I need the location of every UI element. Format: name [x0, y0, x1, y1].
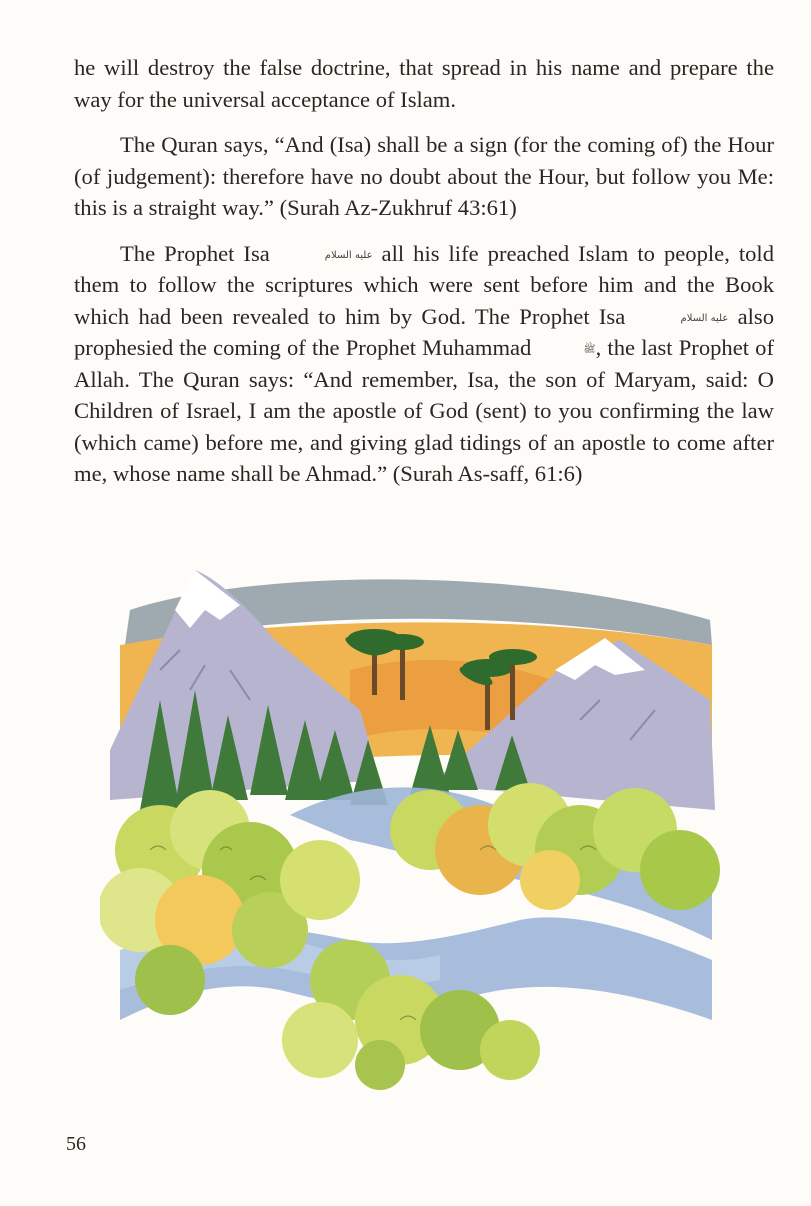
paragraph-2: The Quran says, “And (Isa) shall be a sign (for the coming of) the Hour (of judgement): therefore have no doubt about the Hour, but follow you Me: this is a straight way.” (Surah Az-Zukhruf 43:61)	[74, 132, 774, 220]
honorific-isa-icon: عليه السلام	[680, 312, 729, 324]
page-number: 56	[66, 1133, 86, 1155]
landscape-illustration	[100, 550, 720, 1090]
body-text	[74, 52, 774, 504]
honorific-muhammad-icon: ﷺ	[583, 344, 596, 355]
paragraph-3: The Prophet Isa عليه السلام all his life preached Islam to people, told them to follow the scriptures which were sent before him and the Book which had been revealed to him by God. The Prophet Isa عليه السلام also prophesied the coming of the Prophet Muhammad ﷺ, the last Prophet of Allah. The Quran says: “And remember, Isa, the son of Maryam, said: O Children of Israel, I am the apostle of God (sent) to you confirming the law (which came) before me, and giving glad tidings of an apostle to come after me, whose name shall be Ahmad.” (Surah As-saff, 61:6)	[74, 240, 775, 486]
paragraph-1: he will destroy the false doctrine, that spread in his name and prepare the way for the universal acceptance of Islam.	[74, 55, 774, 112]
honorific-isa-icon: عليه السلام	[324, 249, 373, 261]
